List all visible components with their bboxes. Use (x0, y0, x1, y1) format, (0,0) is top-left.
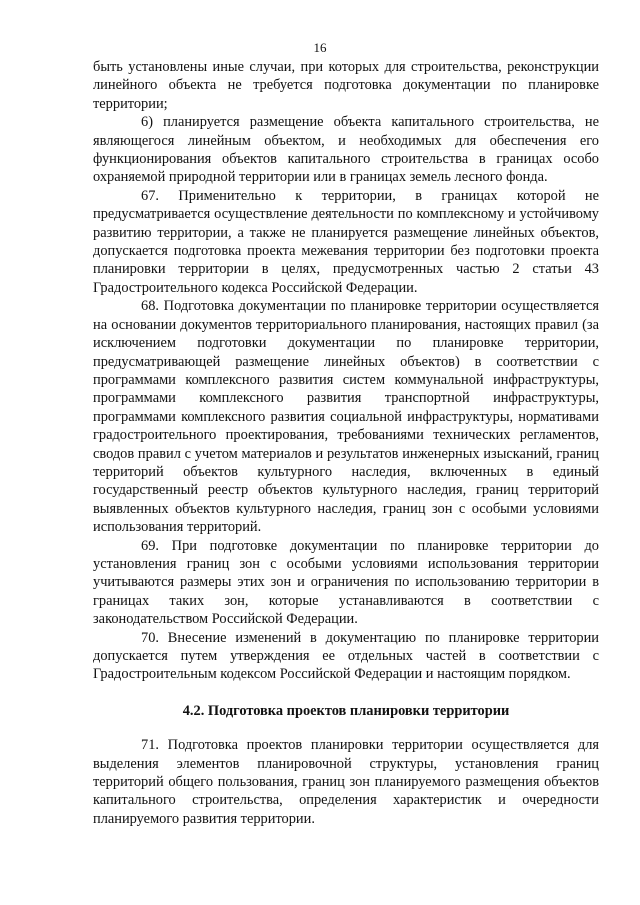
paragraph: 71. Подготовка проектов планировки территории осуществляется для выделения элементов планировочной структуры, установления границ территорий общего пользования, границ зон планируемого размещения объектов капитального строительства, определения характеристик и очередности планируемого развития территории. (93, 737, 599, 827)
section-heading: 4.2. Подготовка проектов планировки территории (182, 702, 510, 719)
page-number: 16 (313, 40, 327, 55)
paragraph: 68. Подготовка документации по планировке территории осуществляется на основании документов территориального планирования, настоящих правил (за исключением подготовки документации по планировке территории, предусматривающей размещение линейных объектов) в соответствии с программами комплексного развития систем коммунальной инфраструктуры, программами комплексного развития транспортной инфраструктуры, программами комплексного развития социальной инфраструктуры, нормативами градостроительного проектирования, требованиями технических регламентов, сводов правил с учетом материалов и результатов инженерных изысканий, границ территорий объектов культурного наследия, включенных в единый государственный реестр объектов культурного наследия, границ территорий выявленных объектов культурного наследия, границ зон с особыми условиями использования территорий. (93, 298, 599, 536)
paragraphs-before-section (93, 58, 599, 684)
paragraphs-after-section (93, 736, 599, 828)
paragraph: 70. Внесение изменений в документацию по планировке территории допускается путем утверждения ее отдельных частей в соответствии с Градостроительным кодексом Российской Федерации и настоящим порядком. (93, 629, 599, 683)
paragraph: быть установлены иные случаи, при которых для строительства, реконструкции линейного объекта не требуется подготовка документации по планировке территории; (93, 59, 599, 112)
paragraph: 69. При подготовке документации по планировке территории до установления границ зон с особыми условиями использования территории учитываются размеры этих зон и ограничения по использованию территории в границах таких зон, которые устанавливаются в соответствии с законодательством Российской Федерации. (93, 537, 599, 628)
paragraph: 6) планируется размещение объекта капитального строительства, не являющегося линейным объектом, и необходимых для обеспечения его функционирования объектов капитального строительства в границах особо охраняемой природной территории или в границах земель лесного фонда. (93, 114, 599, 186)
document-body (93, 58, 599, 828)
paragraph: 67. Применительно к территории, в границах которой не предусматривается осуществление деятельности по комплексному и устойчивому развитию территории, а также не планируется размещение линейных объектов, допускается подготовка проекта межевания территории без подготовки проекта планировки территории в целях, предусмотренных частью 2 статьи 43 Градостроительного кодекса Российской Федерации. (93, 187, 599, 296)
